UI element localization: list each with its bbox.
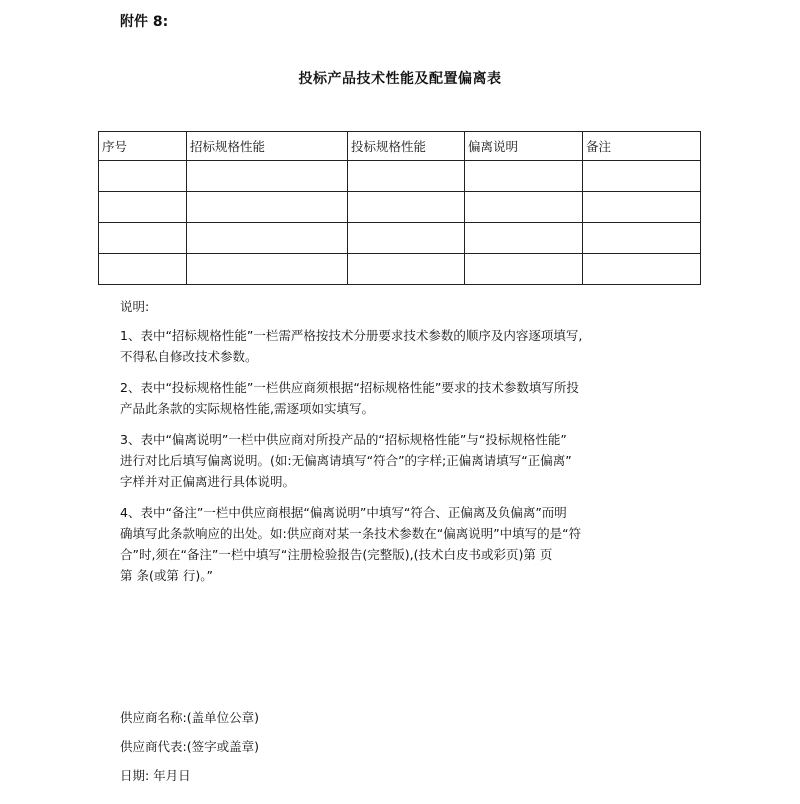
- table-cell: [187, 161, 348, 192]
- table-cell: [583, 223, 701, 254]
- table-cell: [348, 192, 465, 223]
- supplier-rep-line: 供应商代表:(签字或盖章): [120, 739, 259, 754]
- table-row: [99, 192, 701, 223]
- table-cell: [187, 223, 348, 254]
- table-cell: [348, 254, 465, 285]
- note-item-1: [120, 325, 680, 367]
- note-line: 2、表中“投标规格性能”一栏供应商须根据“招标规格性能”要求的技术参数填写所投: [120, 380, 579, 395]
- table-cell: [348, 161, 465, 192]
- table-cell: [583, 192, 701, 223]
- table-cell: [187, 254, 348, 285]
- note-line: 第 条(或第 行)。”: [120, 568, 213, 583]
- header-cell-deviation: 偏离说明: [465, 132, 583, 161]
- note-line: 合”时,须在“备注”一栏中填写“注册检验报告(完整版),(技术白皮书或彩页)第 页: [120, 547, 553, 562]
- deviation-table: [98, 131, 701, 285]
- note-line: 确填写此条款响应的出处。如:供应商对某一条技术参数在“偏离说明”中填写的是“符: [120, 526, 582, 541]
- table-row: [99, 161, 701, 192]
- note-line: 产品此条款的实际规格性能,需逐项如实填写。: [120, 401, 374, 416]
- header-cell-index: 序号: [99, 132, 187, 161]
- table-cell: [465, 161, 583, 192]
- note-item-3: [120, 429, 680, 492]
- header-cell-tender-spec: 招标规格性能: [187, 132, 348, 161]
- table-cell: [99, 161, 187, 192]
- note-line: 1、表中“招标规格性能”一栏需严格按技术分册要求技术参数的顺序及内容逐项填写,: [120, 328, 583, 343]
- table-cell: [583, 161, 701, 192]
- header-cell-remarks: 备注: [583, 132, 701, 161]
- annex-label: 附件 8:: [120, 14, 169, 30]
- table-row: [99, 254, 701, 285]
- note-item-2: [120, 377, 680, 419]
- date-line: 日期: 年月日: [120, 768, 191, 783]
- table-cell: [583, 254, 701, 285]
- document-title: 投标产品技术性能及配置偏离表: [298, 71, 502, 87]
- note-line: 3、表中“偏离说明”一栏中供应商对所投产品的“招标规格性能”与“投标规格性能”: [120, 432, 567, 447]
- notes-heading: 说明:: [120, 299, 150, 314]
- table-cell: [348, 223, 465, 254]
- note-line: 不得私自修改技术参数。: [120, 349, 258, 364]
- table-header-row: [99, 132, 701, 161]
- notes-section: [120, 296, 680, 596]
- note-item-4: [120, 502, 680, 586]
- note-line: 进行对比后填写偏离说明。(如:无偏离请填写“符合”的字样;正偏离请填写“正偏离”: [120, 453, 572, 468]
- header-cell-bid-spec: 投标规格性能: [348, 132, 465, 161]
- table-cell: [465, 254, 583, 285]
- table-cell: [99, 223, 187, 254]
- table-cell: [465, 192, 583, 223]
- note-line: 字样并对正偏离进行具体说明。: [120, 474, 296, 489]
- table-cell: [99, 254, 187, 285]
- table-row: [99, 223, 701, 254]
- table-cell: [187, 192, 348, 223]
- supplier-name-line: 供应商名称:(盖单位公章): [120, 710, 259, 725]
- table-cell: [99, 192, 187, 223]
- note-line: 4、表中“备注”一栏中供应商根据“偏离说明”中填写“符合、正偏离及负偏离”而明: [120, 505, 567, 520]
- table-cell: [465, 223, 583, 254]
